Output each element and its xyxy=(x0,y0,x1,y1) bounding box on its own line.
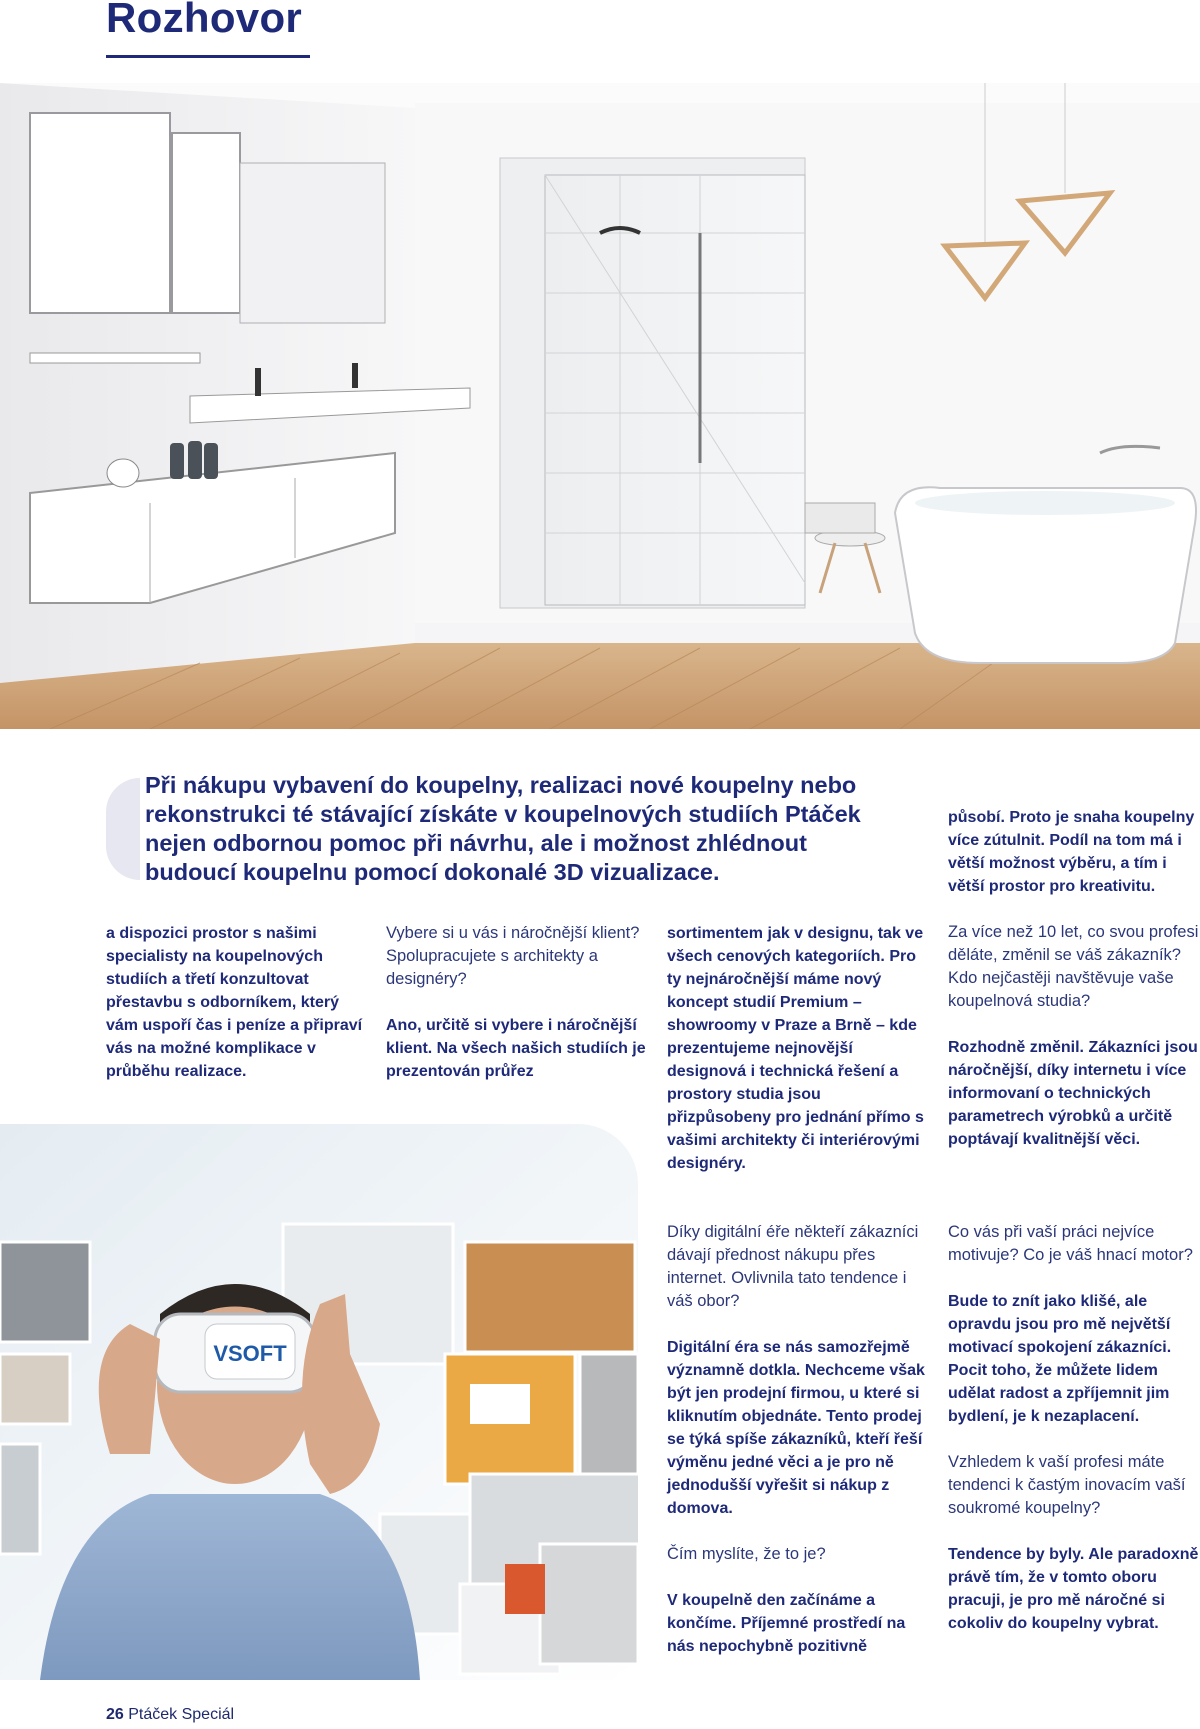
publication-name: Ptáček Speciál xyxy=(128,1706,235,1723)
question-text: Vzhledem k vaší profesi máte tendenci k častým inovacím vaší soukromé koupelny? xyxy=(948,1453,1186,1517)
article-column-3 xyxy=(667,922,929,1198)
page-number: 26 xyxy=(106,1706,124,1723)
article-column-4-lower xyxy=(948,1221,1200,1658)
answer-text: sortimentem jak v designu, tak ve všech cenových kategoriích. Pro ty nejnáročnější máme nový koncept studií Premium – showroomy v Praze a Brně – kde prezentujeme nejnovější designová i technická řešení a prostory studia jsou přizpůsobeny pro jednání přímo s vašimi architekty či interiérovými designéry. xyxy=(667,925,924,1172)
answer-text: Digitální éra se nás samozřejmě významně dotkla. Nechceme však být jen prodejní firmou, u které si kliknutím objednáte. Tento prodej se týká spíše zákazníků, kteří řeší výměnu jedné věci a je pro ně jednodušší vyřešit si nákup z domova. xyxy=(667,1339,925,1517)
lead-quote-mark xyxy=(106,778,140,880)
question-text: Čím myslíte, že to je? xyxy=(667,1545,826,1563)
answer-text: Rozhodně změnil. Zákazníci jsou náročnější, díky internetu i více informovaní o technických parametrech výrobků a určitě poptávají kvalitnější věci. xyxy=(948,1039,1198,1148)
question-text: Co vás při vaší práci nejvíce motivuje? Co je váš hnací motor? xyxy=(948,1223,1193,1264)
answer-text: a dispozici prostor s našimi specialisty na koupelnových studiích a třetí konzultovat přestavbu s odborníkem, který vám uspoří čas i peníze a připraví vás na možné komplikace v průběhu realizace. xyxy=(106,925,363,1080)
answer-text: Bude to znít jako klišé, ale opravdu jsou pro mě největší motivací spokojení zákazníci. Pocit toho, že můžete lidem udělat radost a zpříjemnit jim bydlení, je k nezaplacení. xyxy=(948,1293,1172,1425)
hero-bathroom-image xyxy=(0,83,1200,729)
article-column-3-lower xyxy=(667,1221,929,1681)
title-underline xyxy=(106,55,310,58)
page-footer xyxy=(106,1706,234,1724)
answer-text: Ano, určitě si vybere i náročnější klient. Na všech našich studiích je prezentován průřez xyxy=(386,1017,646,1080)
answer-text: V koupelně den začínáme a končíme. Příjemné prostředí na nás nepochybně pozitivně xyxy=(667,1592,906,1655)
article-column-2 xyxy=(386,922,648,1106)
section-title: Rozhovor xyxy=(106,0,303,41)
answer-text: působí. Proto je snaha koupelny více zútulnit. Podíl na tom má i větší možnost výběru, a tím i větší prostor pro kreativitu. xyxy=(948,809,1195,895)
vr-visualization-image xyxy=(0,1124,638,1680)
question-text: Za více než 10 let, co svou profesi děláte, změnil se váš zákazník? Kdo nejčastěji navštěvuje vaše koupelnová studia? xyxy=(948,923,1199,1010)
question-text: Díky digitální éře někteří zákazníci dávají přednost nákupu přes internet. Ovlivnila tato tendence i váš obor? xyxy=(667,1223,919,1310)
article-column-1 xyxy=(106,922,368,1106)
vr-headset-logo: VSOFT xyxy=(213,1341,287,1366)
question-text: Vybere si u vás i náročnější klient? Spolupracujete s architekty a designéry? xyxy=(386,924,640,988)
lead-paragraph: Při nákupu vybavení do koupelny, realizaci nové koupelny nebo rekonstrukci té stávající získáte v koupelnových studiích Ptáček nejen odbornou pomoc při návrhu, ale i možnost zhlédnout budoucí koupelnu pomocí dokonalé 3D vizualizace. xyxy=(145,772,861,885)
answer-text: Tendence by byly. Ale paradoxně právě tím, že v tomto oboru pracuji, je pro mě náročné si cokoliv do koupelny vybrat. xyxy=(948,1546,1199,1632)
article-column-4 xyxy=(948,806,1200,1174)
